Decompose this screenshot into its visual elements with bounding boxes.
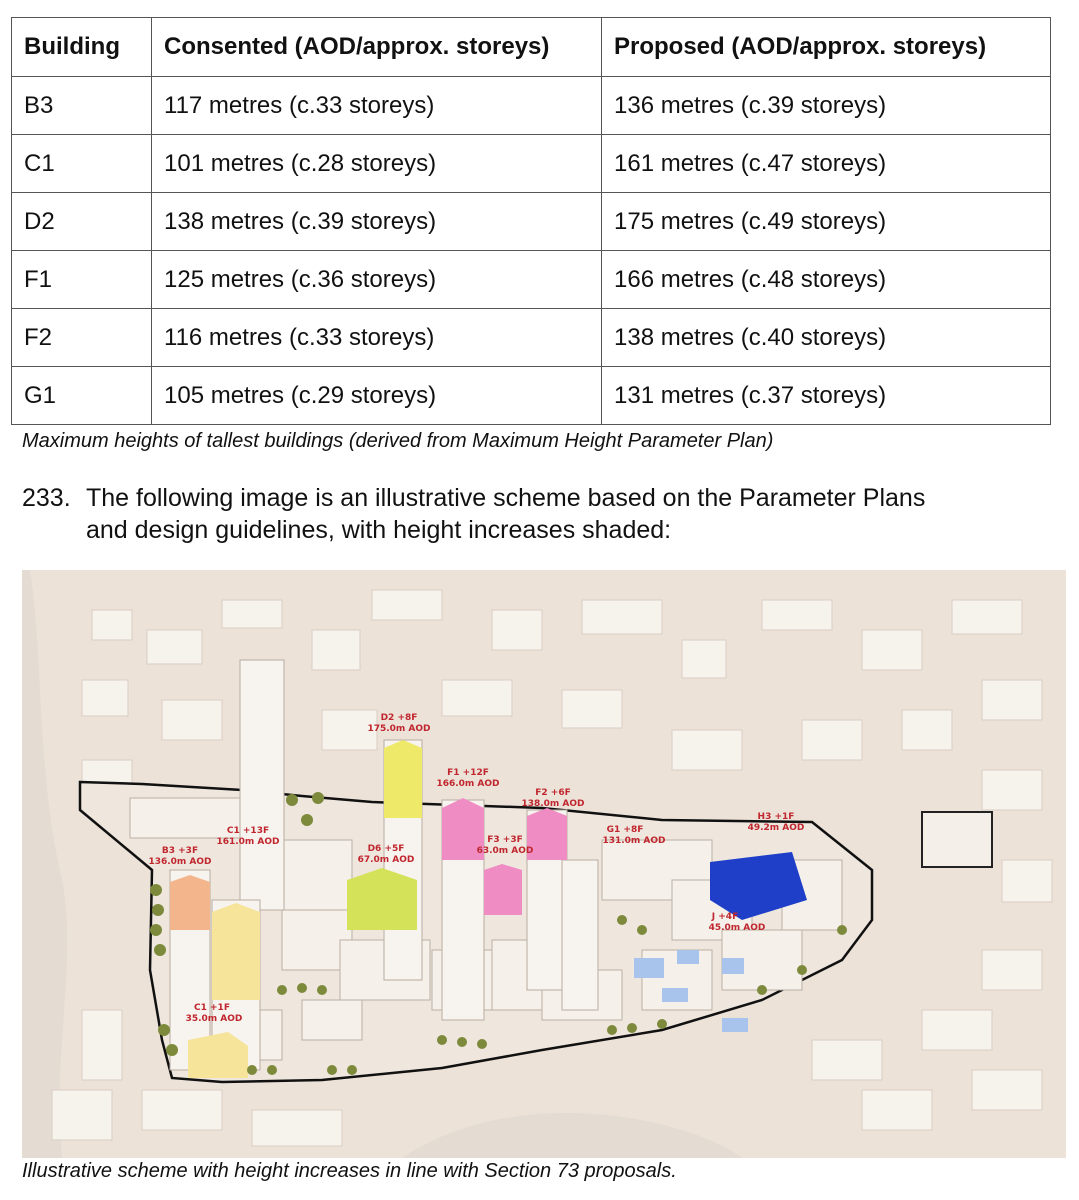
label-f3-line2: 63.0m AOD: [476, 846, 534, 856]
label-j-line2: 45.0m AOD: [708, 923, 766, 933]
label-f1-line2: 166.0m AOD: [436, 779, 500, 789]
label-j-line1: J +4F: [711, 912, 739, 922]
proposed-cell: 131 metres (c.37 storeys): [602, 367, 1051, 425]
table-row: [12, 135, 1051, 193]
consented-cell: 138 metres (c.39 storeys): [152, 193, 602, 251]
label-c1-low-line2: 35.0m AOD: [185, 1014, 243, 1024]
paragraph-line-2: and design guidelines, with height increases shaded:: [86, 516, 672, 544]
label-d6-line2: 67.0m AOD: [357, 855, 415, 865]
building-cell: B3: [12, 77, 152, 135]
paragraph-233: [22, 482, 925, 546]
label-d6-line1: D6 +5F: [367, 844, 405, 854]
proposed-cell: 161 metres (c.47 storeys): [602, 135, 1051, 193]
building-cell: F2: [12, 309, 152, 367]
label-b3-line2: 136.0m AOD: [148, 857, 212, 867]
paragraph-number: 233.: [22, 484, 71, 512]
label-h3-line2: 49.2m AOD: [747, 823, 805, 833]
label-h3-line1: H3 +1F: [757, 812, 795, 822]
label-c1-line1: C1 +13F: [226, 826, 270, 836]
table-row: [12, 193, 1051, 251]
column-header-consented: Consented (AOD/approx. storeys): [152, 18, 602, 77]
detached-block: [922, 812, 992, 867]
heights-table: [11, 17, 1051, 425]
label-g1-line2: 131.0m AOD: [602, 836, 666, 846]
table-row: [12, 367, 1051, 425]
illustrative-scheme-drawing: [22, 570, 1066, 1158]
table-row: [12, 77, 1051, 135]
proposed-cell: 136 metres (c.39 storeys): [602, 77, 1051, 135]
consented-cell: 125 metres (c.36 storeys): [152, 251, 602, 309]
consented-cell: 105 metres (c.29 storeys): [152, 367, 602, 425]
paragraph-line-1: The following image is an illustrative scheme based on the Parameter Plans: [86, 484, 926, 512]
table-header-row: [12, 18, 1051, 77]
building-cell: C1: [12, 135, 152, 193]
label-f1-line1: F1 +12F: [447, 768, 489, 778]
proposed-cell: 138 metres (c.40 storeys): [602, 309, 1051, 367]
consented-cell: 117 metres (c.33 storeys): [152, 77, 602, 135]
label-g1-line1: G1 +8F: [606, 825, 644, 835]
shade-b3: [170, 875, 210, 930]
label-f2-line1: F2 +6F: [535, 788, 571, 798]
shade-c1: [212, 903, 260, 1000]
proposed-cell: 166 metres (c.48 storeys): [602, 251, 1051, 309]
tower-g1: [562, 860, 598, 1010]
building-cell: D2: [12, 193, 152, 251]
column-header-building: Building: [12, 18, 152, 77]
shade-f3: [484, 864, 522, 915]
label-f2-line2: 138.0m AOD: [521, 799, 585, 809]
figure-caption: Illustrative scheme with height increases in line with Section 73 proposals.: [22, 1160, 677, 1182]
shade-d6: [347, 868, 417, 930]
label-c1-low-line1: C1 +1F: [194, 1003, 230, 1013]
shade-d2: [384, 740, 422, 818]
label-b3-line1: B3 +3F: [161, 846, 199, 856]
consented-cell: 116 metres (c.33 storeys): [152, 309, 602, 367]
proposed-cell: 175 metres (c.49 storeys): [602, 193, 1051, 251]
label-d2-line2: 175.0m AOD: [367, 724, 431, 734]
label-d2-line1: D2 +8F: [380, 713, 418, 723]
table-row: [12, 251, 1051, 309]
building-cell: F1: [12, 251, 152, 309]
label-c1-line2: 161.0m AOD: [216, 837, 280, 847]
building-cell: G1: [12, 367, 152, 425]
label-f3-line1: F3 +3F: [487, 835, 523, 845]
table-caption: Maximum heights of tallest buildings (derived from Maximum Height Parameter Plan): [22, 430, 774, 452]
table-row: [12, 309, 1051, 367]
consented-cell: 101 metres (c.28 storeys): [152, 135, 602, 193]
tall-tower: [240, 660, 284, 910]
illustrative-scheme-image: [22, 570, 1066, 1158]
column-header-proposed: Proposed (AOD/approx. storeys): [602, 18, 1051, 77]
